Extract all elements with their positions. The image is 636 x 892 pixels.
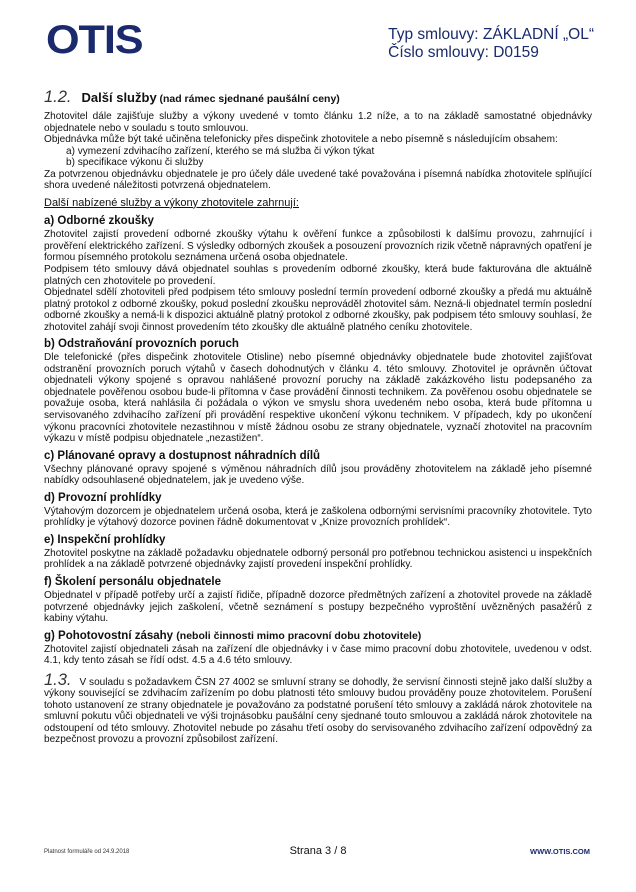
subsection-b-heading: b) Odstraňování provozních poruch [44,338,239,351]
otis-logo: OTIS [46,18,143,62]
paragraph: Objednávka může být také učiněna telefonicky přes dispečink zhotovitele a nebo písemně s následujícím obsahem: [44,134,558,146]
paragraph: Zhotovitel dále zajišťuje služby a výkony uvedené v tomto článku 1.2 níže, a to na základě samostatné objednávky objednatele nebo v souladu s touto smlouvou. [44,111,592,134]
section-subtitle: (nad rámec sjednané paušální ceny) [159,93,340,105]
paragraph: Výtahovým dozorcem je objednatelem určená osoba, která je zaškolena odbornými servisními pracovníky zhotovitele. Tyto prohlídky je výtahový dozorce povinen řádně dokumentovat v „Knize provozních prohlídek“. [44,505,592,529]
website-link[interactable]: WWW.OTIS.COM [530,847,590,856]
section-1-3-text: V souladu s požadavkem ČSN 27 4002 se smluvní strany se dohodly, že servisní činnosti stejně jako další služby a výkony související se zdvihacím zařízením po dobu platnosti této smlouvy budou prováděny pouze zhotovitelem. Porušení tohoto ustanovení ze strany objednatele je považováno za podstatné porušení této smlouvy a zakládá nárok zhotovitele na smluvní pokutu vůči objednateli ve výši trojnásobku paušální ceny sjednané touto smlouvou a zakládá nárok zhotovitele na odstoupení od této smlouvy. Zhotovitel nebude po zásahu třetí osoby do servisovaného zdvihacího zařízení odpovědný za bezpečnost provozu a provozní způsobilost zařízení. [44,676,592,746]
subsection-a-heading: a) Odborné zkoušky [44,215,154,228]
offered-services-heading: Další nabízené služby a výkony zhotovitele zahrnují: [44,196,299,209]
paragraph: Dle telefonické (přes dispečink zhotovitele Otisline) nebo písemné objednávky objednatele bude zhotovitel zajišťovat odstranění provozních poruch výtahů v časech dohodnutých v článku 4. této smlouvy. Zhotovitel je oprávněn účtovat objednateli výkony spojené s opravou nahlášené provozní poruchy na základě zakázkového listu podepsaného za objednatele pověřenou osobou bude-li přítomna v čase provádění činnosti technikem. Za pověřenou osobu objednatele se považuje osoba, která nahlásila či požádala o výkon ve smyslu shora uvedeném nebo osoba, která bude přítomna u servisovaného zdvihacího zařízení při provádění respektive ukončení výkonu technikem. V případech, kdy po ukončení výkonu pracovníci zhotovitele nezastihnou v místě žádnou osobu ze strany objednatele, vyznačí zhotovitel na pracovním výkazu v místě podpisu objednatele „nezastižen“. [44,352,592,445]
subsection-g-heading [44,630,592,643]
list-item: a) vymezení zdvihacího zařízení, kterého se má služba či výkon týkat [66,145,375,157]
section-1-3 [44,670,592,746]
paragraph: Objednatel sdělí zhotoviteli před podpisem této smlouvy poslední termín provedení odborné zkoušky a předá mu aktuálně platný protokol z odborné zkoušky, pokud poslední zkoušku neprováděl zhotovitel sám. Nezná-li objednatel termín poslední odborné zkoušky a nemá-li k dispozici aktuálně platný protokol z odborné zkoušky, pak podpisem této smlouvy souhlasí, že zhotovitel zahájí svoji činnost provedením této zkoušky dle aktuálně platného ceníku zhotovitele. [44,287,592,333]
section-title: Další služby [81,90,157,105]
subsection-g-title: g) Pohotovostní zásahy [44,629,174,642]
subsection-d-heading: d) Provozní prohlídky [44,491,162,504]
contract-type: Typ smlouvy: ZÁKLADNÍ „OL“ [388,26,594,43]
section-number: 1.2. [44,88,72,106]
paragraph: Zhotovitel zajistí provedení odborné zkoušky výtahu k ověření funkce a způsobilosti k dalšímu provozu, zahrnující i prověření elektrického zařízení. S výsledky odborných zkoušek a posouzení provozních rizik včetně nápravných opatření je formou písemného protokolu seznámena určená osoba objednatele. [44,229,592,264]
paragraph: Podpisem této smlouvy dává objednatel souhlas s provedením odborné zkoušky, která bude fakturována dle aktuálně platných cen zhotovitele po provedení. [44,264,592,287]
form-validity: Platnost formuláře od 24.9.2018 [44,849,130,855]
subsection-e-heading: e) Inspekční prohlídky [44,533,166,546]
contract-number: Číslo smlouvy: D0159 [388,44,539,61]
page-number: Strana 3 / 8 [289,845,347,857]
subsection-f-heading: f) Školení personálu objednatele [44,575,222,588]
section-1-2-heading [44,88,592,109]
subsection-g-subtitle: (neboli činnosti mimo pracovní dobu zhotovitele) [176,629,422,642]
contract-meta [388,26,594,62]
document-body [44,88,592,746]
paragraph: Zhotovitel zajistí objednateli zásah na zařízení dle objednávky i v čase mimo pracovní dobu zhotovitele, uvedenou v odst. 4.1, kdy tento zásah se řídí odst. 4.5 a 4.6 této smlouvy. [44,643,592,667]
paragraph: Za potvrzenou objednávku objednatele je pro účely dále uvedené také považována i písemná nabídka zhotovitele splňující shora uvedené náležitosti potvrzená objednatelem. [44,168,592,192]
section-number: 1.3. [44,670,72,689]
list-item: b) specifikace výkonu či služby [66,157,204,169]
paragraph: Zhotovitel poskytne na základě požadavku objednatele odborný personál pro potřebnou technickou asistenci u inspekčních prohlídek a na základě potvrzené objednávky zajistí provedení inspekční prohlídky. [44,547,592,571]
paragraph: Všechny plánované opravy spojené s výměnou náhradních dílů jsou prováděny zhotovitelem na základě jeho písemné nabídky odsouhlasené objednatelem, jak je uvedeno výše. [44,463,592,487]
subsection-c-heading: c) Plánované opravy a dostupnost náhradních dílů [44,449,321,462]
paragraph: Objednatel v případě potřeby určí a zajistí řidiče, případně dozorce předmětných zařízení a zhotovitel provede na základě potvrzené objednávky jejich zaškolení, včetně seznámení s postupy bezpečného vyproštění uvězněných pasažérů z kabiny výtahu. [44,589,592,625]
